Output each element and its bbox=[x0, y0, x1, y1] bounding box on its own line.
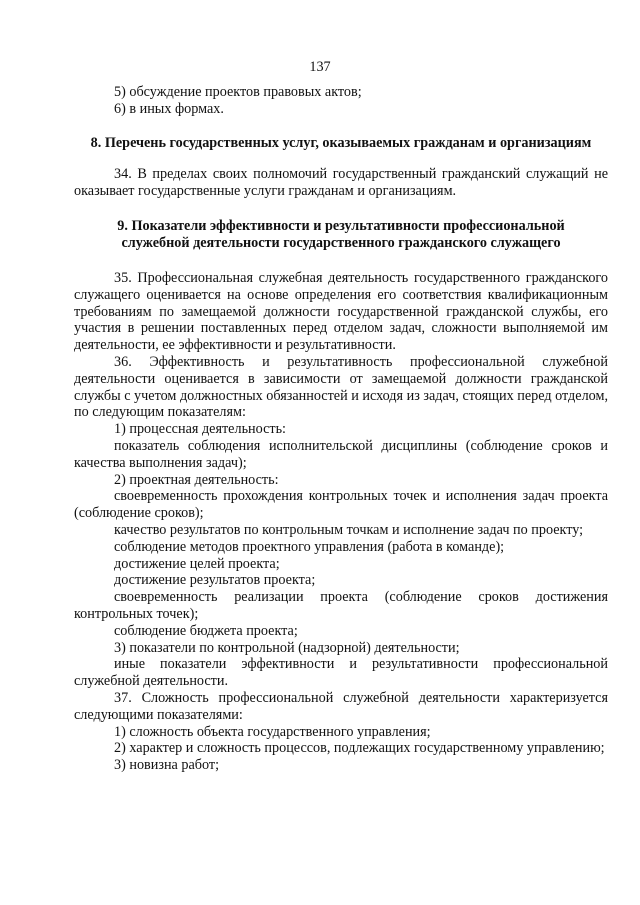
section-heading-8: 8. Перечень государственных услуг, оказываемых гражданам и организациям bbox=[90, 135, 592, 151]
list-item-text: 5) обсуждение проектов правовых актов; bbox=[114, 84, 362, 100]
list-item bbox=[74, 84, 608, 118]
heading-line: 9. Показатели эффективности и результативности профессиональной bbox=[117, 218, 565, 234]
paragraph-35: 35. Профессиональная служебная деятельность государственного гражданского служащего оценивается на основе определения его соответствия квалификационным требованиям по замещаемой должности государственной гражданской службы, его участия в решении поставленных перед отделом задач, сложности выполняемой им деятельности, ее эффективности и результативности. bbox=[74, 270, 608, 354]
list-item: соблюдение бюджета проекта; bbox=[114, 622, 298, 639]
list-item: 3) показатели по контрольной (надзорной) деятельности; bbox=[114, 639, 460, 656]
paragraph-36: 36. Эффективность и результативность профессиональной служебной деятельности оценивается в зависимости от замещаемой должности гражданской службы с учетом должностных обязанностей и исходя из задач, стоящих перед отделом, по следующим показателям: bbox=[74, 353, 608, 421]
list-item: иные показатели эффективности и результативности профессиональной служебной деятельности. bbox=[74, 656, 608, 690]
list-item: своевременность прохождения контрольных точек и исполнения задач проекта (соблюдение сроков); bbox=[74, 488, 608, 522]
list-item: достижение результатов проекта; bbox=[114, 572, 316, 589]
list-item: показатель соблюдения исполнительской дисциплины (соблюдение сроков и качества выполнения задач); bbox=[74, 437, 608, 471]
list-item: 2) проектная деятельность: bbox=[114, 471, 279, 488]
list-item: достижение целей проекта; bbox=[114, 555, 280, 572]
list-item: своевременность реализации проекта (соблюдение сроков достижения контрольных точек); bbox=[74, 589, 608, 622]
page-number: 137 bbox=[309, 59, 331, 75]
paragraph-37: 37. Сложность профессиональной служебной деятельности характеризуется следующими показателями: bbox=[74, 689, 608, 723]
body-text bbox=[74, 270, 608, 774]
section-heading-9 bbox=[74, 218, 608, 252]
heading-line: служебной деятельности государственного гражданского служащего bbox=[121, 234, 561, 251]
list-item: 1) процессная деятельность: bbox=[114, 421, 286, 438]
paragraph-34: 34. В пределах своих полномочий государственный гражданский служащий не оказывает государственные услуги гражданам и организациям. bbox=[74, 166, 608, 199]
list-item: 3) новизна работ; bbox=[114, 757, 220, 774]
list-item: качество результатов по контрольным точкам и исполнение задач по проекту; bbox=[114, 521, 584, 538]
list-item: 2) характер и сложность процессов, подлежащих государственному управлению; bbox=[114, 740, 605, 757]
list-item: соблюдение методов проектного управления (работа в команде); bbox=[114, 538, 505, 555]
list-item: 1) сложность объекта государственного управления; bbox=[114, 723, 431, 740]
list-item-text: 6) в иных формах. bbox=[114, 100, 224, 117]
